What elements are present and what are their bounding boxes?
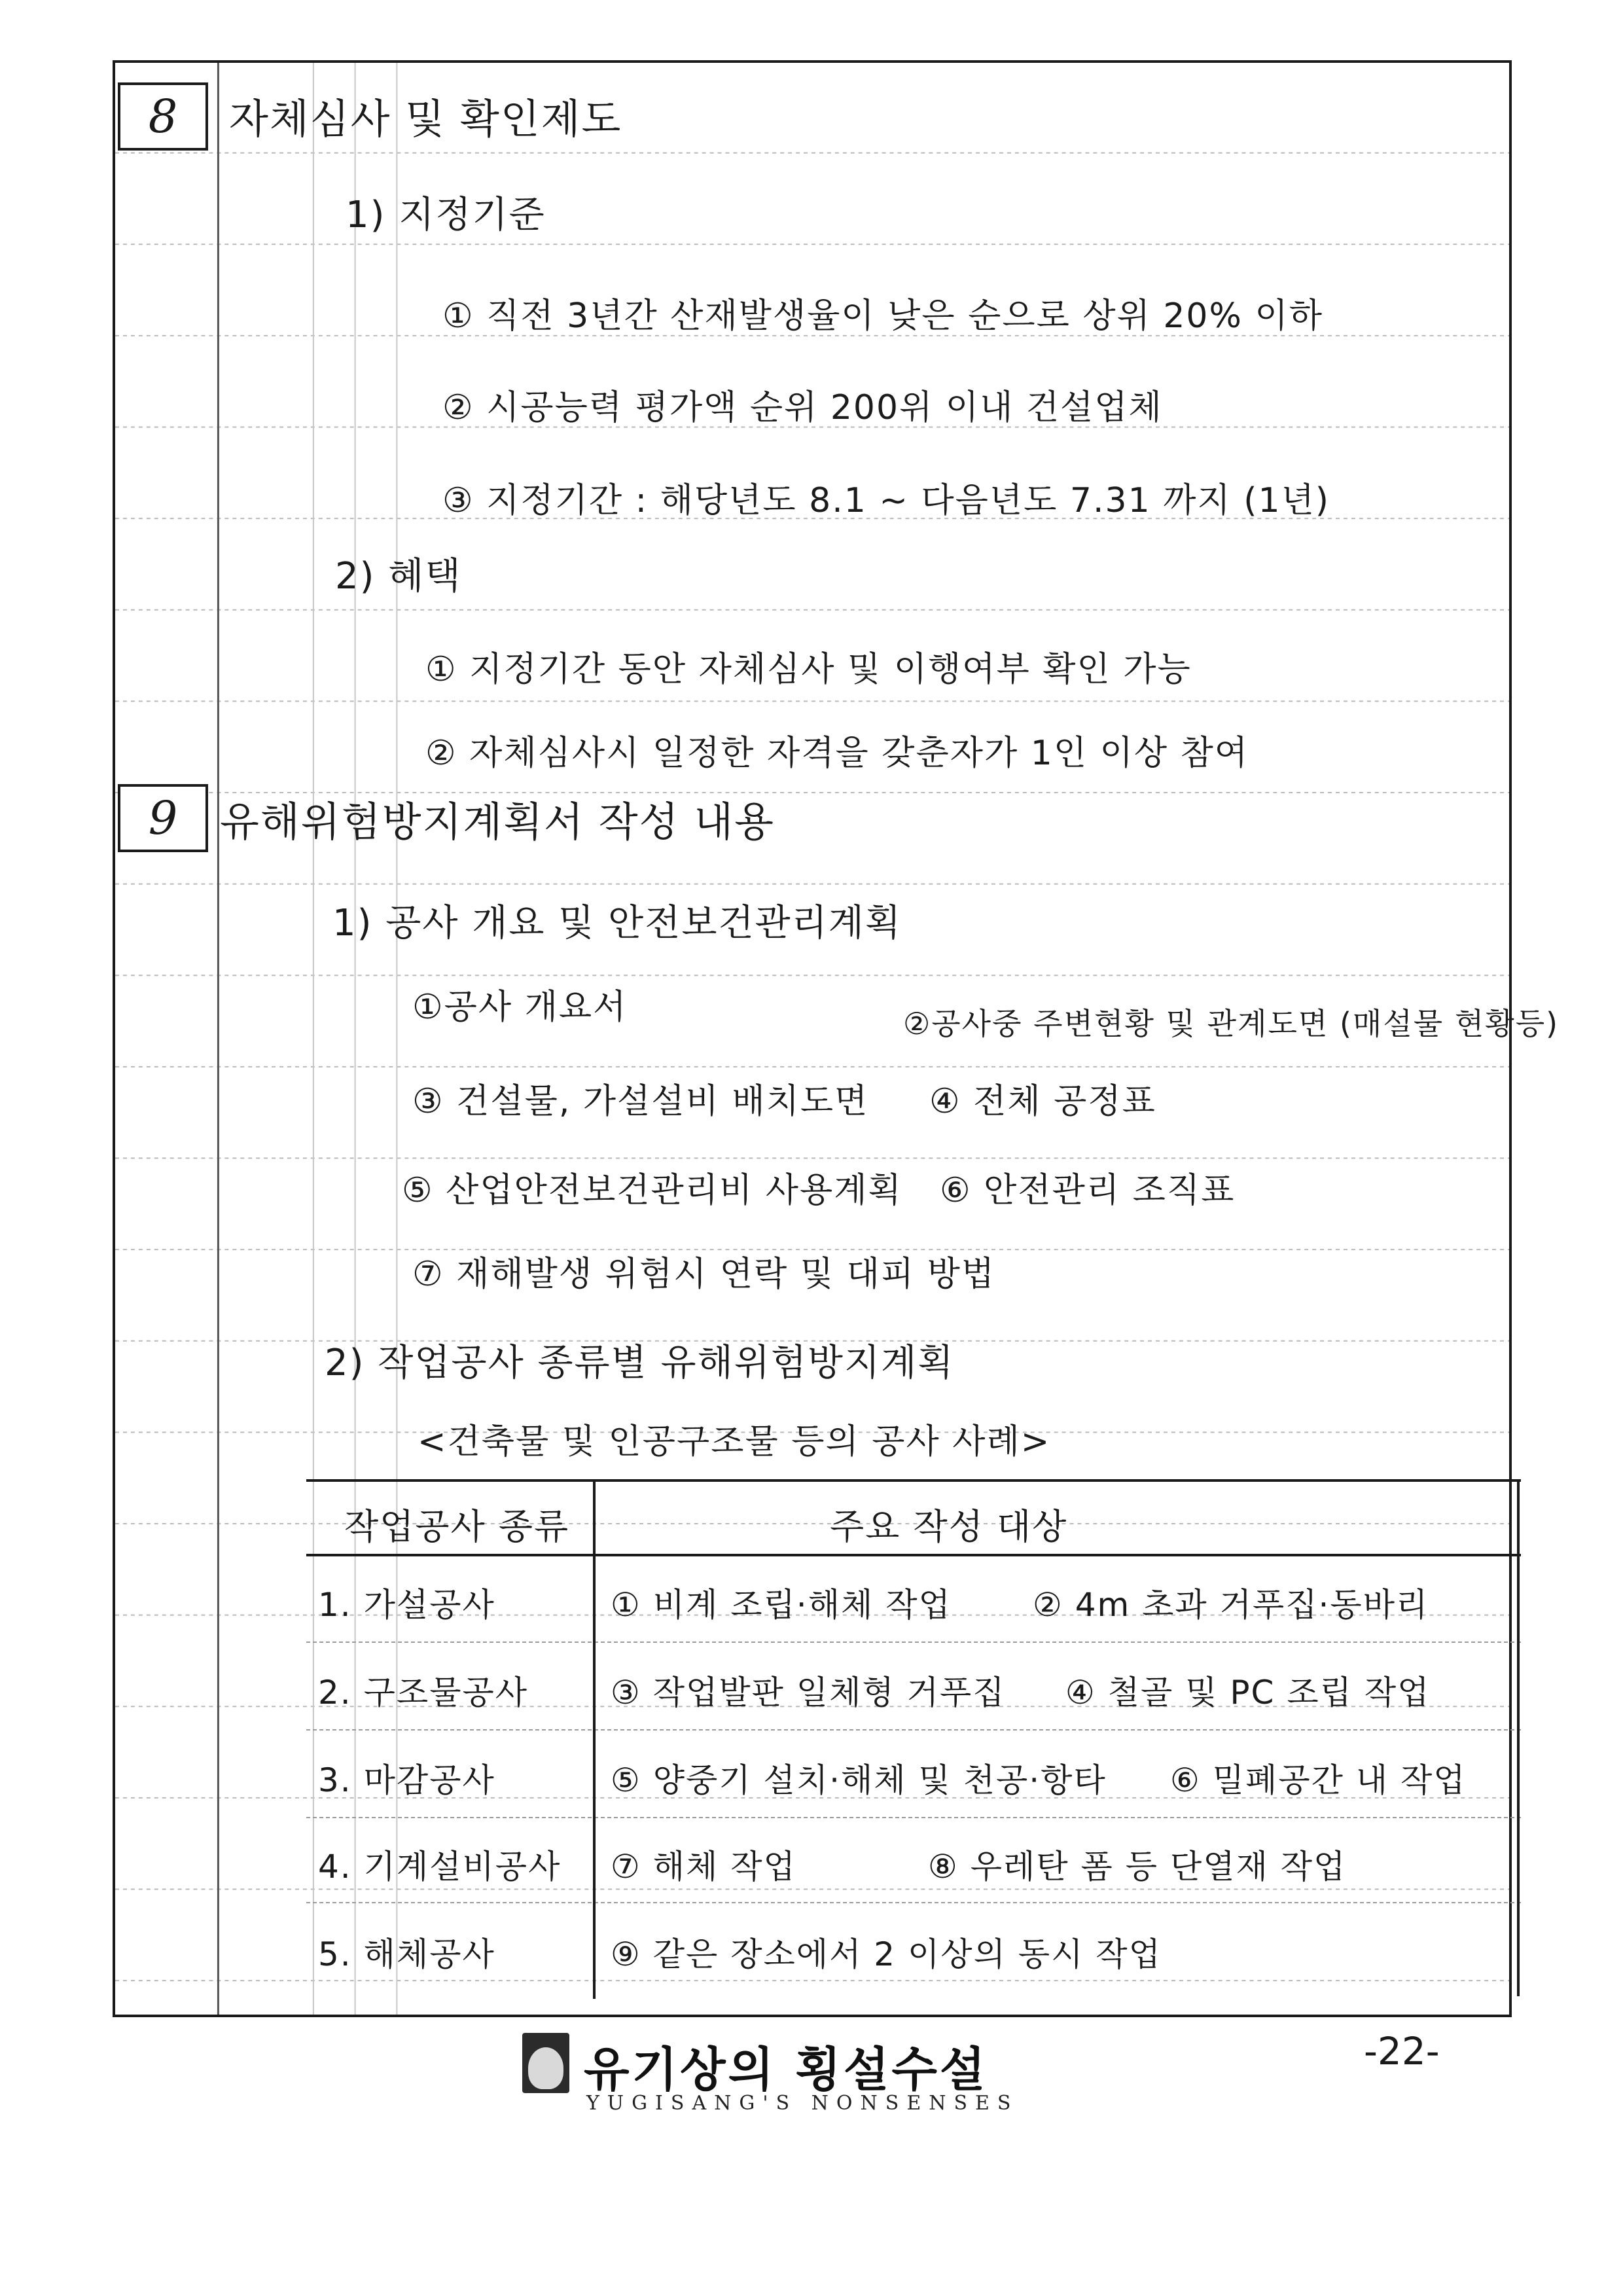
- section-8-sub1: 1) 지정기준: [346, 194, 546, 236]
- table-cell-kind: 5. 해체공사: [318, 1935, 495, 1973]
- section-9-sub1-item-2: ②공사중 주변현황 및 관계도면 (매설물 현황등): [903, 1006, 1560, 1041]
- table-cell-kind: 4. 기계설비공사: [318, 1848, 562, 1886]
- section-9-sub1-item-3: ③ 건설물, 가설설비 배치도면: [412, 1082, 869, 1121]
- author-portrait-logo: [522, 2033, 569, 2093]
- portrait-face-shape: [528, 2047, 563, 2089]
- section-9-sub1: 1) 공사 개요 및 안전보건관리계획: [332, 902, 902, 944]
- section-9-sub1-item-7: ⑦ 재해발생 위험시 연락 및 대피 방법: [412, 1255, 996, 1294]
- section-8-sub2-item-1: ① 지정기간 동안 자체심사 및 이행여부 확인 가능: [425, 650, 1192, 689]
- table-cell-kind: 2. 구조물공사: [318, 1674, 529, 1712]
- table-header-target: 주요 작성 대상: [830, 1506, 1068, 1547]
- section-9-sub1-item-1: ①공사 개요서: [412, 988, 628, 1027]
- footer-brand-title: 유기상의 횡설수설: [584, 2042, 988, 2097]
- section-9-title: 유해위험방지계획서 작성 내용: [220, 798, 776, 846]
- table-row: [306, 1554, 1521, 1643]
- table-cell-kind: 3. 마감공사: [318, 1761, 495, 1799]
- section-8-sub2-item-2: ② 자체심사시 일정한 자격을 갖춘자가 1인 이상 참여: [425, 734, 1249, 773]
- page-number: -22-: [1364, 2029, 1440, 2073]
- section-8-sub1-item-1: ① 직전 3년간 산재발생율이 낮은 순으로 상위 20% 이하: [442, 296, 1323, 336]
- table-cell-target-a: ③ 작업발판 일체형 거푸집: [611, 1674, 1006, 1712]
- table-cell-target-a: ⑨ 같은 장소에서 2 이상의 동시 작업: [611, 1935, 1162, 1973]
- table-right-border: [1517, 1479, 1520, 1996]
- table-header-row: [306, 1482, 1521, 1556]
- section-9-sub2: 2) 작업공사 종류별 유해위험방지계획: [325, 1342, 955, 1384]
- table-row: [306, 1729, 1521, 1818]
- table-cell-target-b: ④ 철골 및 PC 조립 작업: [1065, 1674, 1431, 1712]
- table-row: [306, 1817, 1521, 1903]
- section-number-8: 8: [118, 82, 208, 151]
- section-8-sub2: 2) 혜택: [335, 555, 462, 598]
- footer-brand-subtitle: YUGISANG'S NONSENSES: [586, 2092, 1019, 2115]
- section-9-sub1-item-4: ④ 전체 공정표: [929, 1082, 1156, 1121]
- section-9-sub1-item-5: ⑤ 산업안전보건관리비 사용계획: [402, 1171, 902, 1210]
- table-row: [306, 1902, 1521, 1999]
- table-cell-target-a: ⑤ 양중기 설치·해체 및 천공·항타: [611, 1761, 1107, 1799]
- table-cell-target-b: ⑧ 우레탄 폼 등 단열재 작업: [928, 1848, 1347, 1886]
- table-row: [306, 1641, 1521, 1731]
- table-cell-target-b: ⑥ 밀폐공간 내 작업: [1170, 1761, 1467, 1799]
- table-cell-target-a: ① 비계 조립·해체 작업: [611, 1586, 952, 1624]
- hazard-plan-table: [306, 1479, 1521, 1999]
- table-cell-kind: 1. 가설공사: [318, 1586, 495, 1624]
- table-cell-target-b: ② 4m 초과 거푸집·동바리: [1033, 1586, 1429, 1624]
- table-caption: <건축물 및 인공구조물 등의 공사 사례>: [418, 1422, 1051, 1462]
- section-number-9: 9: [118, 784, 208, 852]
- table-cell-target-a: ⑦ 해체 작업: [611, 1848, 796, 1886]
- section-9-sub1-item-6: ⑥ 안전관리 조직표: [940, 1171, 1236, 1210]
- section-8-title: 자체심사 및 확인제도: [229, 95, 622, 143]
- section-8-sub1-item-2: ② 시공능력 평가액 순위 200위 이내 건설업체: [442, 388, 1163, 427]
- table-header-kind: 작업공사 종류: [344, 1506, 570, 1547]
- section-8-sub1-item-3: ③ 지정기간 : 해당년도 8.1 ~ 다음년도 7.31 까지 (1년): [442, 481, 1330, 520]
